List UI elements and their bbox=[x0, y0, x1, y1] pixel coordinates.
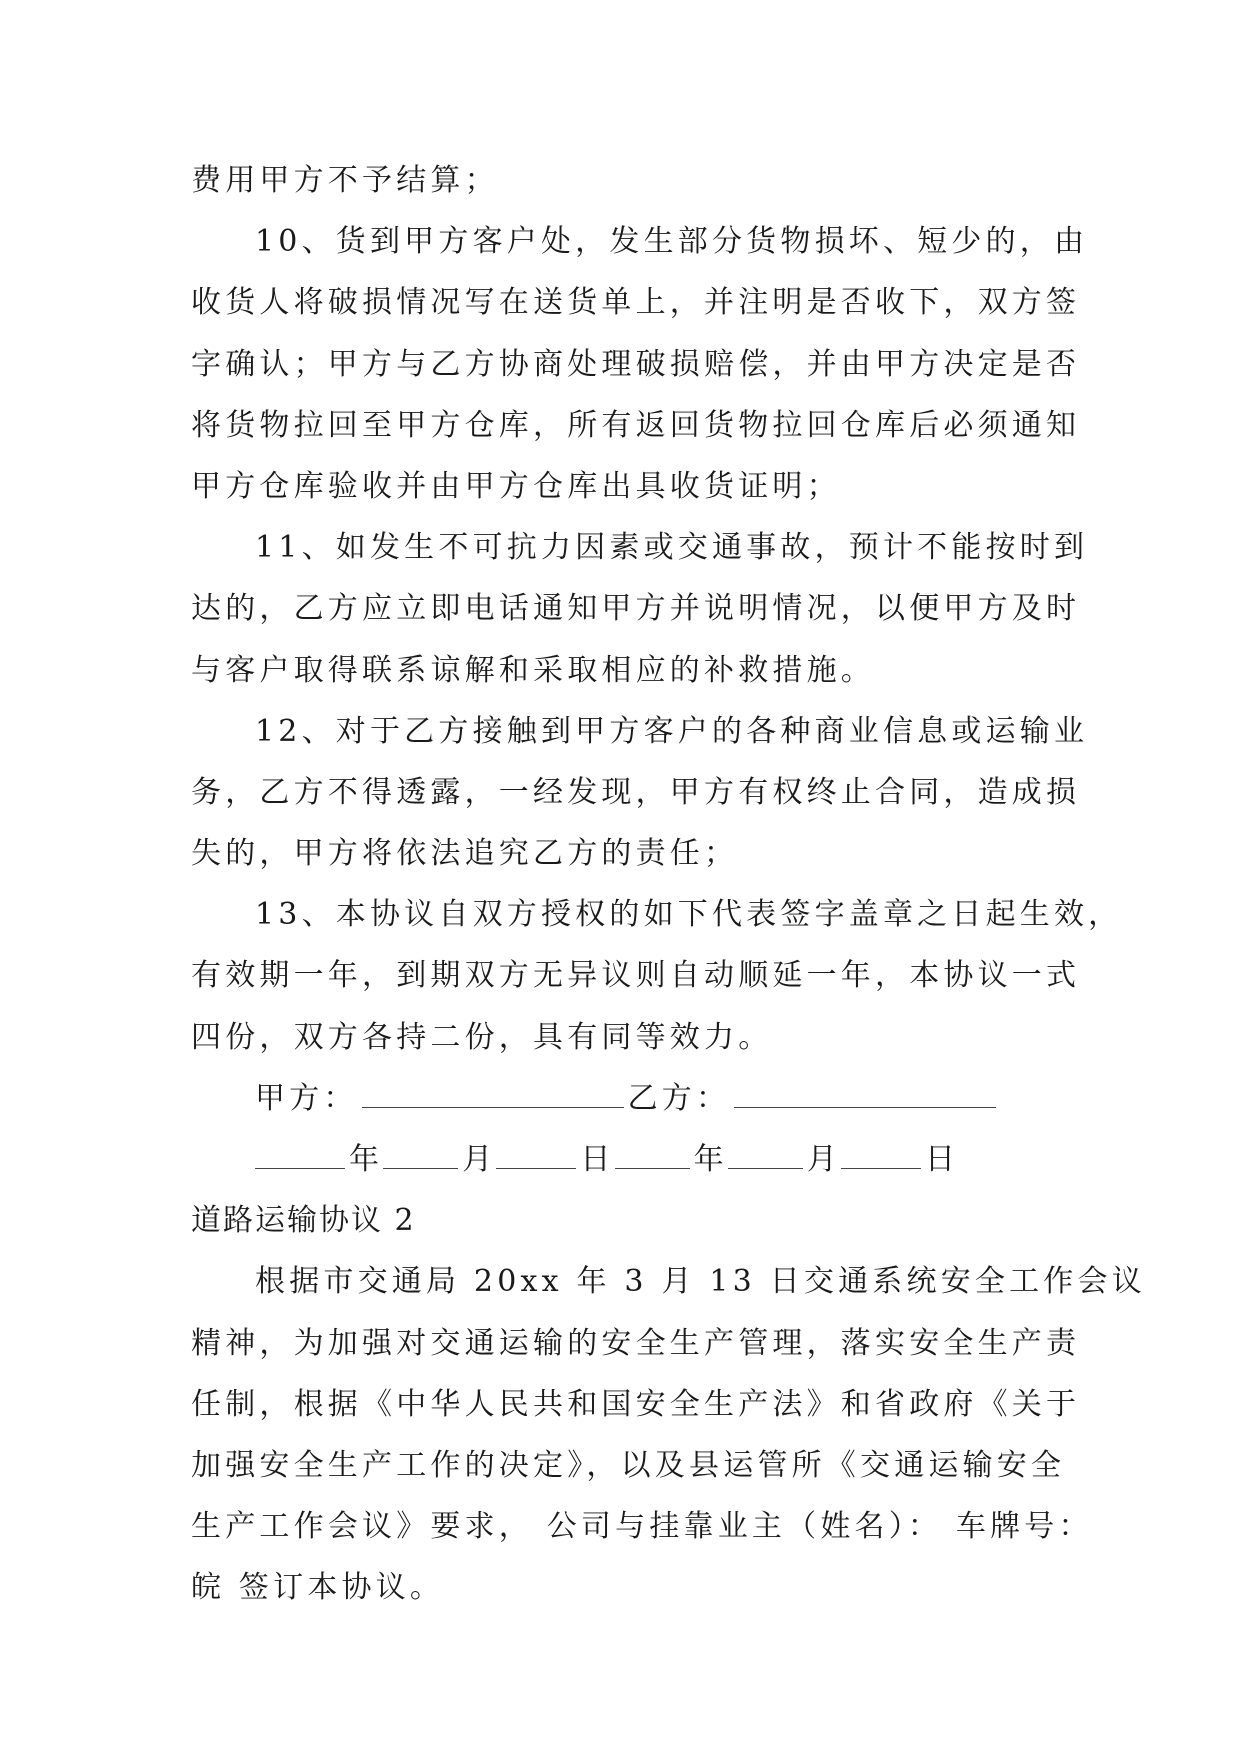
paragraph-line: 加强安全生产工作的决定》，以及县运管所《交通运输安全 bbox=[191, 1447, 1066, 1483]
party-b-blank[interactable] bbox=[734, 1085, 996, 1108]
day-label: 日 bbox=[580, 1142, 615, 1177]
paragraph-line: 精神，为加强对交通运输的安全生产管理，落实安全生产责 bbox=[191, 1325, 1081, 1361]
text-line: 与客户取得联系谅解和采取相应的补救措施。 bbox=[191, 652, 875, 688]
month-blank[interactable] bbox=[383, 1146, 458, 1169]
month-label: 月 bbox=[462, 1142, 497, 1177]
clause-13-line: 13、本协议自双方授权的如下代表签字盖章之日起生效， bbox=[255, 897, 1123, 933]
text-line: 务，乙方不得透露，一经发现，甲方有权终止合同，造成损 bbox=[191, 774, 1081, 810]
text-line: 将货物拉回至甲方仓库，所有返回货物拉回仓库后必须通知 bbox=[191, 407, 1081, 443]
month-blank[interactable] bbox=[728, 1146, 803, 1169]
year-label: 年 bbox=[349, 1142, 384, 1177]
clause-12-line: 12、对于乙方接触到甲方客户的各种商业信息或运输业 bbox=[255, 713, 1089, 749]
text-line: 甲方仓库验收并由甲方仓库出具收货证明； bbox=[191, 468, 841, 504]
paragraph-line: 皖 签订本协议。 bbox=[191, 1570, 445, 1606]
year-blank[interactable] bbox=[255, 1146, 345, 1169]
clause-10-line: 10、货到甲方客户处，发生部分货物损坏、短少的，由 bbox=[255, 224, 1089, 260]
text-line: 字确认；甲方与乙方协商处理破损赔偿，并由甲方决定是否 bbox=[191, 346, 1081, 382]
date-line bbox=[191, 1129, 1051, 1190]
section-title: 道路运输协议 2 bbox=[191, 1203, 416, 1239]
paragraph-line: 生产工作会议》要求， 公司与挂靠业主（姓名）： 车牌号： bbox=[191, 1509, 1093, 1545]
party-b-label: 乙方： bbox=[627, 1080, 731, 1116]
signature-line bbox=[191, 1068, 1051, 1129]
day-blank[interactable] bbox=[496, 1146, 576, 1169]
text-line: 有效期一年，到期双方无异议则自动顺延一年，本协议一式 bbox=[191, 958, 1081, 994]
party-a-blank[interactable] bbox=[362, 1085, 624, 1108]
year-label: 年 bbox=[693, 1142, 728, 1177]
text-line: 四份，双方各持二份，具有同等效力。 bbox=[191, 1019, 773, 1055]
clause-11-line: 11、如发生不可抗力因素或交通事故，预计不能按时到 bbox=[255, 530, 1089, 566]
party-a-label: 甲方： bbox=[255, 1080, 358, 1116]
text-line: 费用甲方不予结算； bbox=[191, 163, 499, 198]
text-line: 达的，乙方应立即电话通知甲方并说明情况，以便甲方及时 bbox=[191, 591, 1081, 627]
paragraph-line: 任制，根据《中华人民共和国安全生产法》和省政府《关于 bbox=[191, 1386, 1081, 1422]
text-line: 收货人将破损情况写在送货单上，并注明是否收下，双方签 bbox=[191, 285, 1081, 321]
day-blank[interactable] bbox=[841, 1146, 921, 1169]
year-blank[interactable] bbox=[615, 1146, 690, 1169]
document-page bbox=[191, 150, 1146, 1619]
day-label: 日 bbox=[925, 1142, 960, 1177]
paragraph-line: 根据市交通局 20xx 年 3 月 13 日交通系统安全工作会议 bbox=[255, 1264, 1146, 1300]
text-line: 失的，甲方将依法追究乙方的责任； bbox=[191, 836, 739, 872]
month-label: 月 bbox=[806, 1142, 842, 1177]
